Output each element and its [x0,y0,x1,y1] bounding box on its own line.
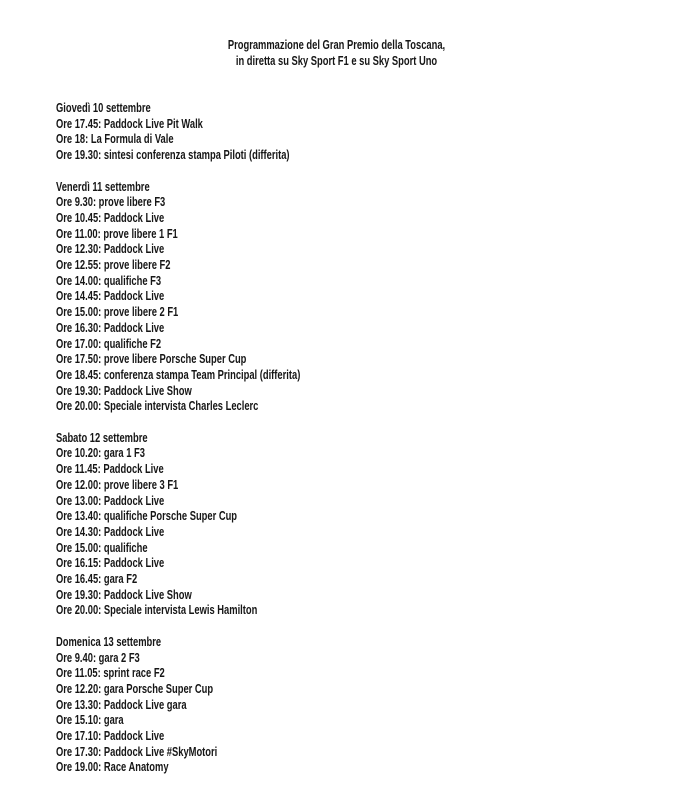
schedule-item: Ore 14.30: Paddock Live [56,523,165,539]
schedule-item: Ore 20.00: Speciale intervista Lewis Hamilton [56,602,258,618]
day-header: Domenica 13 settembre [56,633,162,649]
schedule-item: Ore 16.45: gara F2 [56,571,138,587]
page-title [0,0,673,69]
schedule-item: Ore 17.10: Paddock Live [56,728,165,744]
day-section [56,100,673,163]
schedule-item: Ore 18: La Formula di Vale [56,131,174,147]
title-line-2: in diretta su Sky Sport F1 e su Sky Sport Uno [235,53,438,68]
schedule-item: Ore 18.45: conferenza stampa Team Principal (differita) [56,366,301,382]
schedule-item: Ore 15.00: qualifiche [56,539,148,555]
schedule-item: Ore 19.30: Paddock Live Show [56,382,192,398]
schedule-item: Ore 10.20: gara 1 F3 [56,445,145,461]
schedule-item: Ore 19.00: Race Anatomy [56,759,169,775]
schedule-item: Ore 14.00: qualifiche F3 [56,272,162,288]
schedule-item: Ore 12.55: prove libere F2 [56,257,171,273]
schedule-item: Ore 16.30: Paddock Live [56,319,165,335]
schedule-item: Ore 9.40: gara 2 F3 [56,649,140,665]
schedule-item: Ore 13.40: qualifiche Porsche Super Cup [56,508,238,524]
schedule-item: Ore 17.45: Paddock Live Pit Walk [56,115,203,131]
title-line-1: Programmazione del Gran Premio della Toscana, [227,37,446,52]
schedule-item: Ore 9.30: prove libere F3 [56,194,166,210]
day-section [56,634,673,775]
schedule-item: Ore 10.45: Paddock Live [56,209,165,225]
schedule-item: Ore 11.45: Paddock Live [56,461,164,477]
schedule [0,100,673,775]
schedule-item: Ore 13.30: Paddock Live gara [56,696,187,712]
schedule-item: Ore 15.00: prove libere 2 F1 [56,304,179,320]
schedule-item: Ore 16.15: Paddock Live [56,555,165,571]
schedule-item: Ore 19.30: sintesi conferenza stampa Piloti (differita) [56,147,290,163]
day-header: Venerdì 11 settembre [56,178,150,194]
schedule-item: Ore 12.20: gara Porsche Super Cup [56,680,214,696]
schedule-item: Ore 13.00: Paddock Live [56,492,165,508]
day-section [56,179,673,415]
schedule-item: Ore 17.50: prove libere Porsche Super Cup [56,351,247,367]
schedule-item: Ore 12.30: Paddock Live [56,241,165,257]
schedule-item: Ore 17.30: Paddock Live #SkyMotori [56,743,218,759]
schedule-item: Ore 14.45: Paddock Live [56,288,165,304]
schedule-item: Ore 19.30: Paddock Live Show [56,586,192,602]
schedule-item: Ore 12.00: prove libere 3 F1 [56,476,179,492]
schedule-item: Ore 15.10: gara [56,712,124,728]
schedule-item: Ore 11.05: sprint race F2 [56,665,165,681]
schedule-item: Ore 17.00: qualifiche F2 [56,335,162,351]
schedule-item: Ore 20.00: Speciale intervista Charles Leclerc [56,398,259,414]
day-section [56,430,673,618]
day-header: Giovedì 10 settembre [56,100,151,115]
day-header: Sabato 12 settembre [56,429,148,445]
schedule-item: Ore 11.00: prove libere 1 F1 [56,225,178,241]
